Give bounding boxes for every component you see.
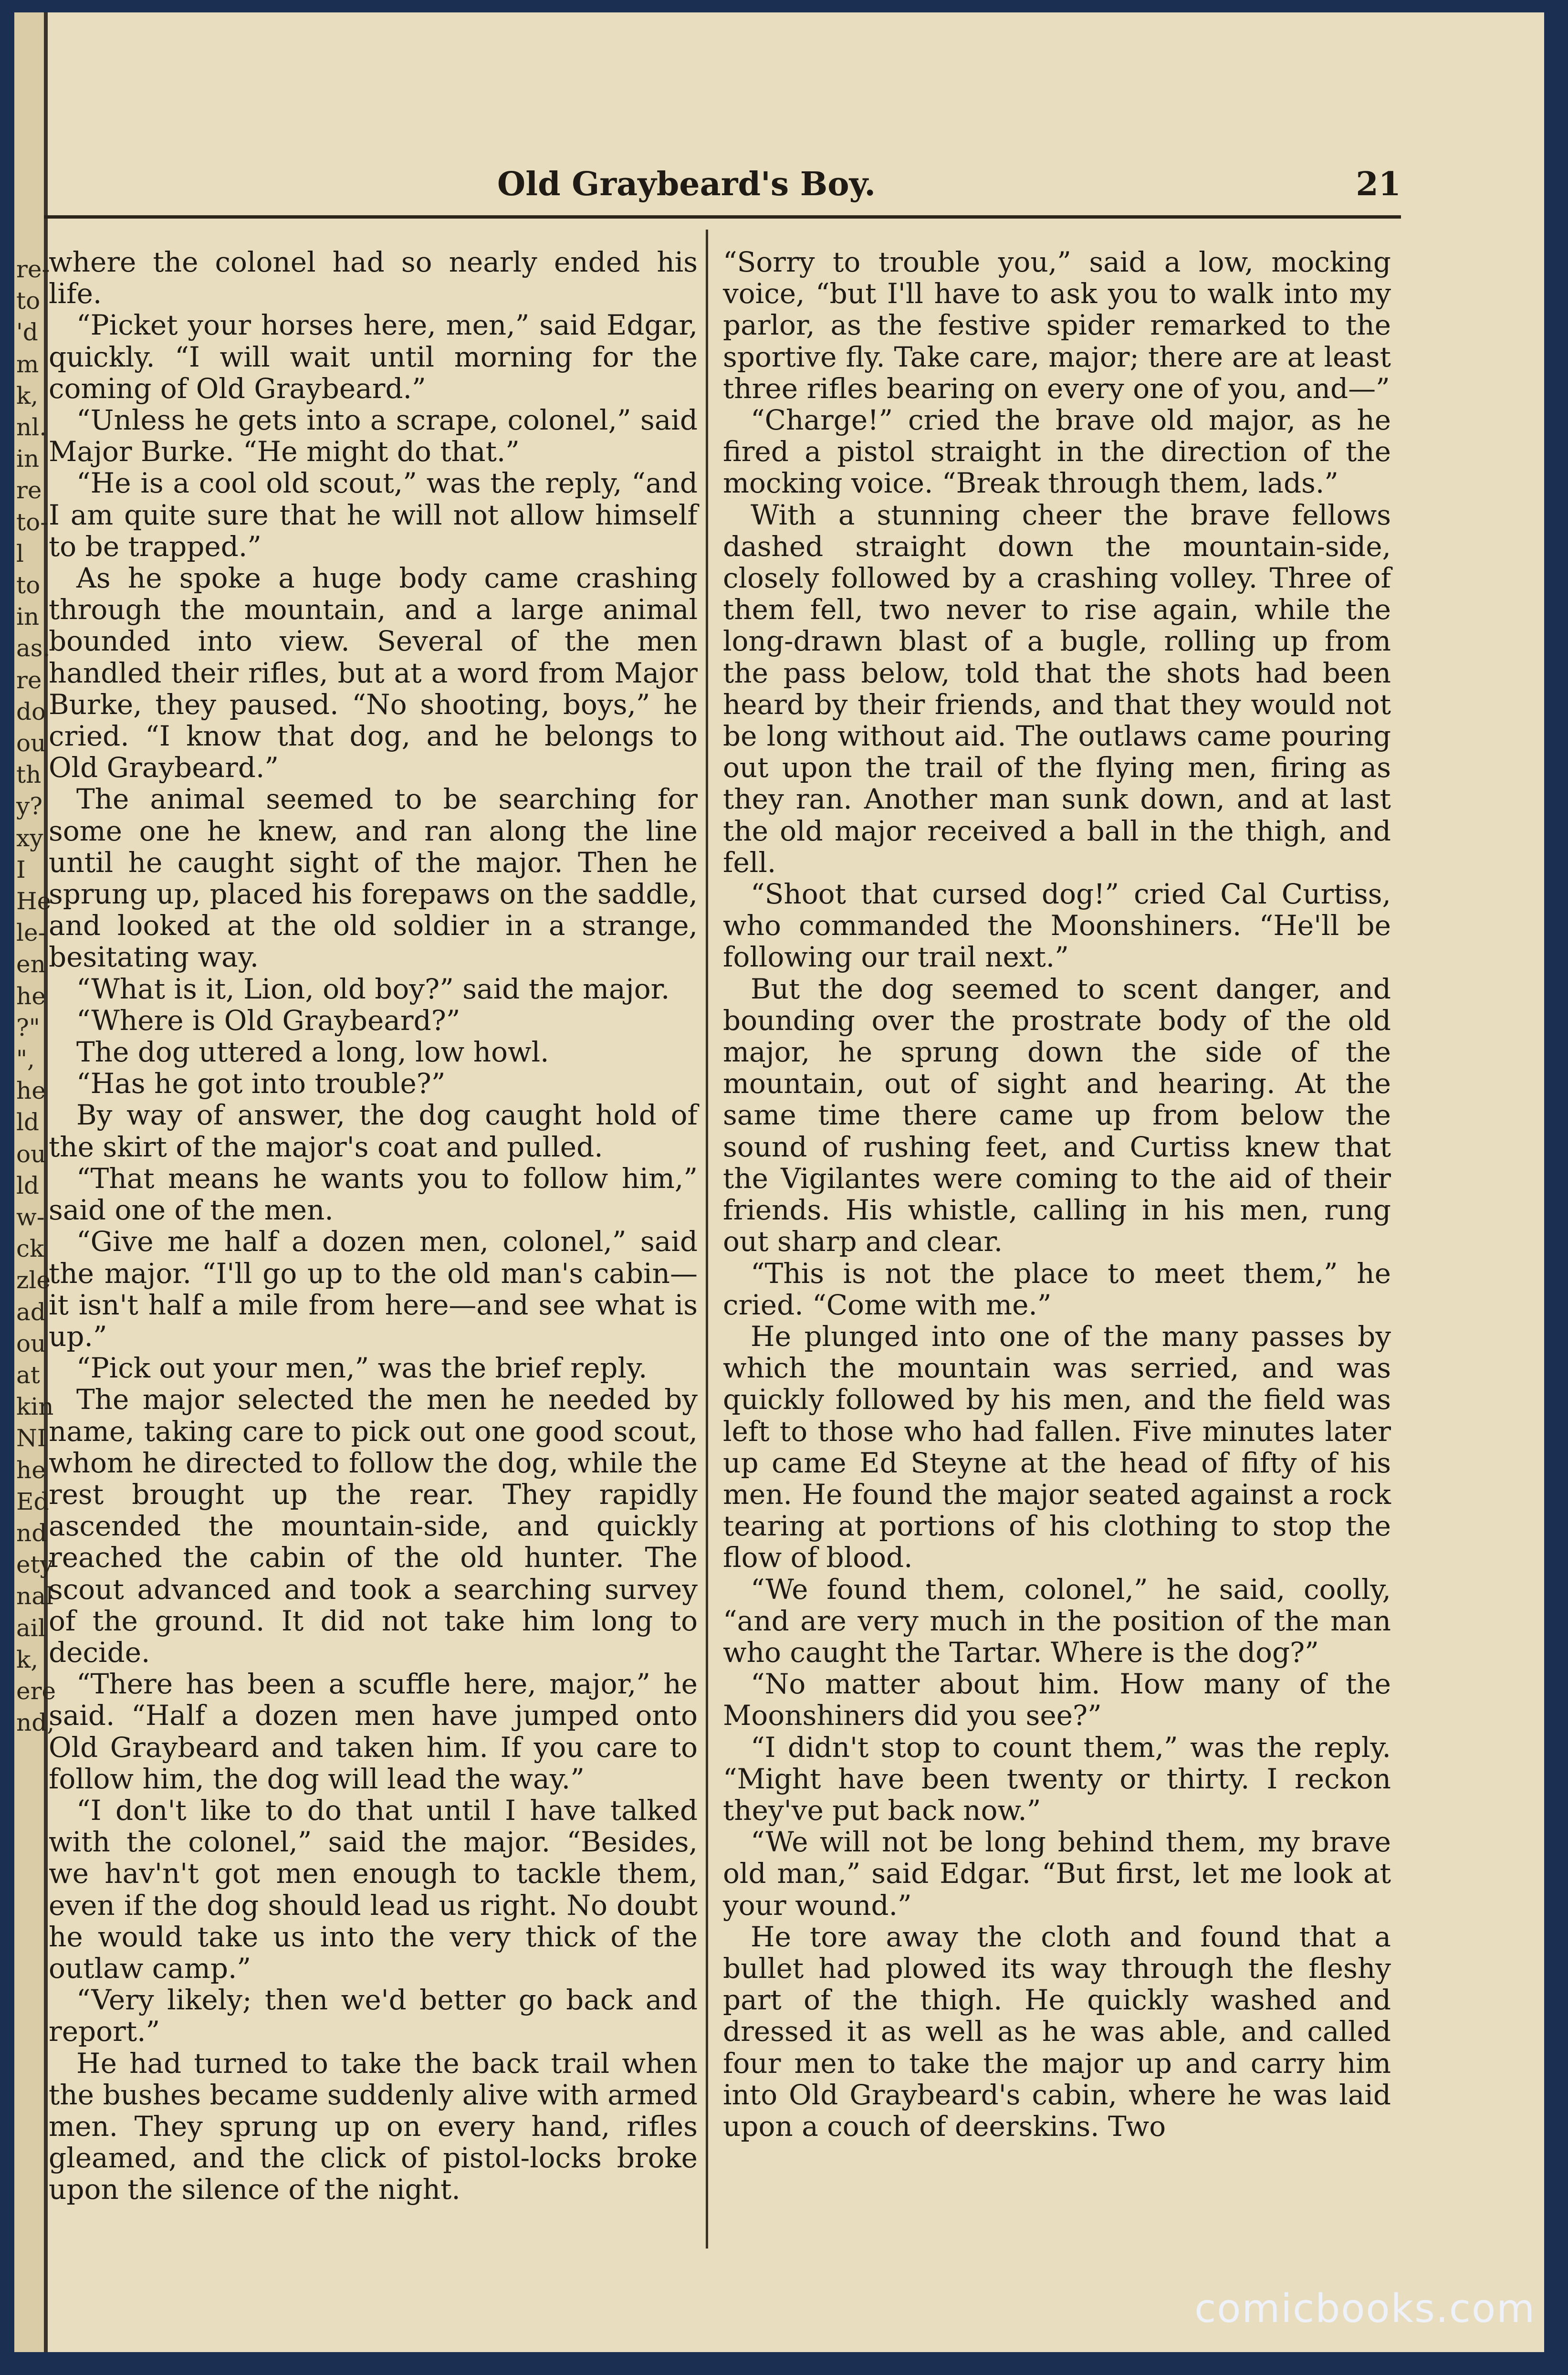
previous-page-fragment: en <box>16 950 46 978</box>
previous-page-fragment: to <box>16 287 41 315</box>
previous-page-fragment: to- <box>16 508 49 536</box>
paragraph: “We found them, colonel,” he said, coolly, “and are very much in the position of the man who caught the Tartar. Where is the dog?” <box>723 1573 1391 1669</box>
paragraph: “Pick out your men,” was the brief reply. <box>76 1352 648 1385</box>
previous-page-fragment: ", <box>16 1045 35 1073</box>
previous-page-fragment: ere <box>16 1677 56 1705</box>
previous-page-fragment: ety <box>16 1551 53 1579</box>
previous-page-fragment: re <box>16 666 42 694</box>
paragraph: By way of answer, the dog caught hold of the skirt of the major's coat and pulled. <box>49 1099 698 1163</box>
paragraph: “No matter about him. How many of the Moonshiners did you see?” <box>723 1668 1391 1732</box>
paragraph: “There has been a scuffle here, major,” he said. “Half a dozen men have jumped onto Old Graybeard and taken him. If you care to follow him, the dog will lead the way.” <box>49 1668 698 1795</box>
previous-page-fragment: do <box>16 697 46 725</box>
paragraph: “Shoot that cursed dog!” cried Cal Curtiss, who commanded the Moonshiners. “He'll be following our trail next.” <box>723 878 1391 974</box>
previous-page-fragment: 'd <box>16 318 38 347</box>
book-page <box>14 12 1544 2352</box>
paragraph: “Give me half a dozen men, colonel,” said the major. “I'll go up to the old man's cabin—it isn't half a mile from here—and see what is up.” <box>49 1225 698 1353</box>
previous-page-fragment: zle <box>16 1266 51 1294</box>
previous-page-fragment: ou <box>16 1329 46 1357</box>
previous-page-fragment: nd <box>16 1519 47 1547</box>
running-title: Old Graybeard's Boy. <box>497 165 876 203</box>
previous-page-fragment: k, <box>16 1645 39 1673</box>
paragraph: The major selected the men he needed by name, taking care to pick out one good scout, whom he directed to follow the dog, while the rest brought up the rear. They rapidly ascended the mountain-side, and quickly reached the cabin of the old hunter. The scout advanced and took a searching survey of the ground. It did not take him long to decide. <box>49 1383 698 1669</box>
left-column <box>49 246 698 2206</box>
paragraph: “I didn't stop to count them,” was the reply. “Might have been twenty or thirty. I reckon they've put back now.” <box>723 1731 1391 1827</box>
previous-page-fragment: ou <box>16 1140 46 1168</box>
paragraph: He plunged into one of the many passes by which the mountain was serried, and was quickly followed by his men, and the field was left to those who had fallen. Five minutes later up came Ed Steyne at the head of fifty of his men. He found the major seated against a rock tearing at portions of his clothing to stop the flow of blood. <box>723 1320 1391 1574</box>
previous-page-fragment: xy <box>16 824 43 852</box>
paragraph: The dog uttered a long, low howl. <box>76 1036 549 1069</box>
previous-page-fragment: l <box>16 539 24 567</box>
paragraph: But the dog seemed to scent danger, and bounding over the prostrate body of the old major, he sprung down the side of the mountain, out of sight and hearing. At the same time there came up from below the sound of rushing feet, and Curtiss knew that the Vigilantes were coming to the aid of their friends. His whistle, calling in his men, rung out sharp and clear. <box>723 972 1391 1258</box>
paragraph: With a stunning cheer the brave fellows dashed straight down the mountain-side, closely followed by a crashing volley. Three of them fell, two never to rise again, while the long-drawn blast of a bugle, rolling up from the pass below, told that the shots had been heard by their friends, and that they would not be long without aid. The outlaws came pouring out upon the trail of the flying men, firing as they ran. Another man sunk down, and at last the old major received a ball in the thigh, and fell. <box>723 498 1391 879</box>
previous-page-fragment: k, <box>16 381 39 410</box>
previous-page-fragment: y? <box>16 792 43 820</box>
previous-page-fragment: to <box>16 571 41 599</box>
previous-page-fragment: re <box>16 476 42 504</box>
previous-page-fragment: He <box>16 887 52 915</box>
paragraph: “He is a cool old scout,” was the reply, “and I am quite sure that he will not allow himself to be trapped.” <box>49 467 698 563</box>
paragraph: The animal seemed to be searching for some one he knew, and ran along the line until he caught sight of the major. Then he sprung up, placed his forepaws on the saddle, and looked at the old soldier in a strange, besitating way. <box>49 783 698 974</box>
previous-page-fragment: Ed <box>16 1487 49 1515</box>
previous-page-fragment: as. <box>16 634 51 662</box>
previous-page-fragment: NI <box>16 1424 47 1452</box>
previous-page-fragment: nd, <box>16 1709 55 1737</box>
previous-page-fragment: ail <box>16 1614 46 1642</box>
paragraph: “Has he got into trouble?” <box>76 1067 446 1100</box>
previous-page-fragment: I <box>16 855 26 883</box>
previous-page-fragment: ck <box>16 1235 44 1263</box>
paragraph: “I don't like to do that until I have talked with the colonel,” said the major. “Besides, we hav'n't got men enough to tackle them, even if the dog should lead us right. No doubt he would take us into the very thick of the outlaw camp.” <box>49 1794 698 1985</box>
previous-page-fragment: ?" <box>16 1013 40 1041</box>
previous-page-fragment: he <box>16 1456 46 1484</box>
previous-page-edge <box>14 12 56 2352</box>
paragraph: “We will not be long behind them, my brave old man,” said Edgar. “But first, let me look at your wound.” <box>723 1826 1391 1922</box>
previous-page-fragment: kin <box>16 1393 54 1421</box>
previous-page-fragment: w- <box>16 1203 45 1231</box>
paragraph: where the colonel had so nearly ended his life. <box>49 246 698 310</box>
paragraph: “Charge!” cried the brave old major, as he fired a pistol straight in the direction of the mocking voice. “Break through them, lads.” <box>723 404 1391 500</box>
paragraph: “This is not the place to meet them,” he cried. “Come with me.” <box>723 1257 1391 1321</box>
previous-page-fragment: in <box>16 445 40 473</box>
paragraph: He had turned to take the back trail when the bushes became suddenly alive with armed men. They sprung up on every hand, rifles gleamed, and the click of pistol-locks broke upon the silence of the night. <box>49 2047 698 2206</box>
previous-page-fragment: he <box>16 1077 46 1105</box>
previous-page-fragment: ad <box>16 1298 46 1326</box>
previous-page-fragment: th <box>16 761 42 789</box>
previous-page-fragment: le- <box>16 919 46 947</box>
paragraph: “What is it, Lion, old boy?” said the major. <box>76 972 670 1005</box>
paragraph: As he spoke a huge body came crashing through the mountain, and a large animal bounded into view. Several of the men handled their rifles, but at a word from Major Burke, they paused. “No shooting, boys,” he cried. “I know that dog, and he belongs to Old Graybeard.” <box>49 562 698 784</box>
previous-page-fragment: nl. <box>16 413 47 441</box>
previous-page-fragment: re- <box>16 255 50 283</box>
previous-page-fragment: he <box>16 982 46 1010</box>
previous-page-fragment: m <box>16 350 39 378</box>
page-number: 21 <box>1356 165 1401 203</box>
paragraph: “That means he wants you to follow him,” said one of the men. <box>49 1162 698 1227</box>
paragraph: “Unless he gets into a scrape, colonel,” said Major Burke. “He might do that.” <box>49 404 698 468</box>
paragraph: “Where is Old Graybeard?” <box>76 1004 460 1037</box>
previous-page-fragment: ou <box>16 729 46 757</box>
paragraph: “Picket your horses here, men,” said Edgar, quickly. “I will wait until morning for the coming of Old Graybeard.” <box>49 309 698 405</box>
previous-page-fragment: nal <box>16 1582 54 1610</box>
watermark: comicbooks.com <box>1194 2286 1536 2332</box>
right-column <box>723 246 1391 2142</box>
page-header <box>44 156 1401 208</box>
previous-page-fragment: at <box>16 1361 40 1389</box>
paragraph: “Sorry to trouble you,” said a low, mocking voice, “but I'll have to ask you to walk into my parlor, as the festive spider remarked to the sportive fly. Take care, major; there are at least three rifles bearing on every one of you, and—” <box>723 246 1391 405</box>
previous-page-fragment: ld <box>16 1171 39 1199</box>
column-divider <box>706 230 708 2249</box>
paragraph: “Very likely; then we'd better go back and report.” <box>49 1984 698 2048</box>
previous-page-fragment: ld <box>16 1108 39 1136</box>
header-rule <box>44 215 1401 219</box>
previous-page-fragment: in <box>16 603 40 631</box>
paragraph: He tore away the cloth and found that a bullet had plowed its way through the fleshy part of the thigh. He quickly washed and dressed it as well as he was able, and called four men to take the major up and carry him into Old Graybeard's cabin, where he was laid upon a couch of deerskins. Two <box>723 1920 1391 2143</box>
